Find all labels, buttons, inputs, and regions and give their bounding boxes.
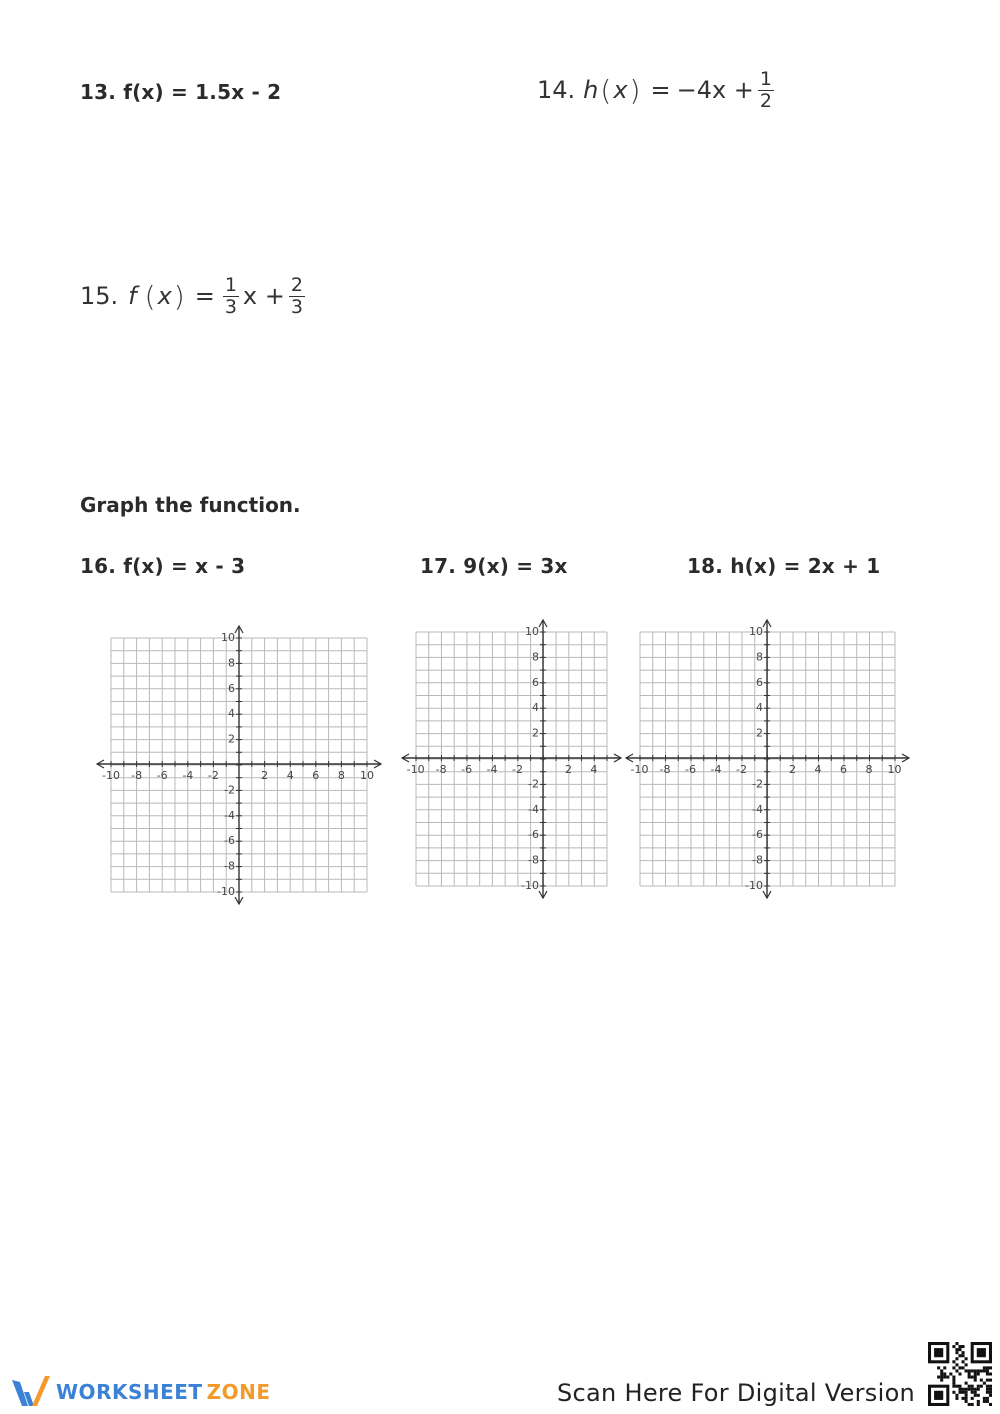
y-tick-label: -2: [752, 777, 763, 791]
problem-15-equals: =: [194, 282, 215, 310]
x-tick-label: -10: [406, 763, 425, 776]
y-tick-label: -2: [528, 777, 539, 791]
scan-instruction: Scan Here For Digital Version: [557, 1379, 916, 1407]
y-tick-label: 10: [221, 631, 235, 644]
logo-word-worksheet: WORKSHEET: [56, 1380, 203, 1404]
coordinate-grid-18: [626, 620, 909, 898]
problem-14-equals: =: [650, 76, 671, 104]
problem-15-function: f: [128, 282, 137, 310]
problem-14-function: h: [583, 76, 599, 104]
x-tick-label: -8: [131, 769, 143, 782]
y-tick-label: -4: [224, 808, 235, 822]
y-tick-label: 10: [749, 625, 763, 638]
coordinate-grid-17: [402, 620, 621, 898]
worksheetzone-logo: [10, 1374, 270, 1410]
problem-14: 14. h ( x ) = −4x + $\frac{1}{2}$: [537, 67, 772, 112]
y-tick-label: -8: [752, 853, 763, 867]
y-tick-label: 2: [532, 726, 539, 740]
problem-14-rhs: −4x +: [676, 76, 754, 104]
y-tick-label: -4: [752, 802, 763, 816]
x-tick-label: -10: [102, 769, 120, 782]
x-tick-label: 2: [789, 763, 796, 776]
x-tick-label: -6: [461, 763, 473, 776]
y-tick-label: -6: [752, 828, 763, 842]
x-tick-label: 4: [590, 763, 598, 776]
y-tick-label: -8: [528, 853, 539, 867]
y-tick-label: 6: [532, 675, 539, 689]
x-tick-label: -4: [710, 763, 722, 776]
x-tick-label: -2: [512, 763, 524, 776]
y-tick-label: -10: [745, 879, 763, 892]
x-tick-label: 8: [865, 763, 873, 776]
y-tick-label: 8: [756, 650, 763, 664]
y-tick-label: 2: [228, 732, 235, 746]
x-tick-label: -6: [156, 769, 168, 782]
problem-15-variable: x: [157, 282, 172, 310]
x-tick-label: 4: [814, 763, 822, 776]
logo-word-zone: ZONE: [206, 1380, 271, 1404]
problem-18: 18. h(x) = 2x + 1: [687, 554, 881, 578]
problem-13: 13. f(x) = 1.5x - 2: [80, 80, 282, 104]
x-tick-label: -4: [486, 763, 498, 776]
x-tick-label: -10: [630, 763, 649, 776]
x-tick-label: 2: [564, 763, 572, 776]
problem-15: 15. f ( x ) = $\frac{1}{3}$ x + $\frac{2}{3}$: [80, 273, 303, 318]
y-tick-label: 2: [756, 726, 763, 740]
problem-15-middle: x +: [242, 282, 285, 310]
x-tick-label: 10: [360, 769, 374, 782]
problem-16: 16. f(x) = x - 3: [80, 554, 246, 578]
problem-15-fraction-2: $\frac{2}{3}$: [290, 273, 303, 318]
y-tick-label: -2: [224, 783, 235, 797]
section-heading: Graph the function.: [80, 493, 301, 517]
y-tick-label: 6: [756, 675, 763, 689]
y-tick-label: -10: [217, 885, 235, 898]
y-tick-label: 4: [532, 701, 539, 715]
y-tick-label: -8: [224, 859, 235, 873]
coordinate-grid-16: [97, 626, 381, 904]
problem-14-fraction: $\frac{1}{2}$: [759, 67, 772, 112]
x-tick-label: -2: [207, 769, 219, 782]
qr-code-icon[interactable]: [928, 1342, 992, 1406]
x-tick-label: -6: [685, 763, 696, 776]
y-tick-label: -4: [528, 802, 539, 816]
problem-15-number: 15.: [80, 282, 119, 310]
problem-17: 17. 9(x) = 3x: [420, 554, 568, 578]
problem-14-number: 14.: [537, 76, 576, 104]
x-tick-label: 6: [312, 769, 320, 782]
logo-mark-icon: [10, 1374, 52, 1410]
x-tick-label: -8: [435, 763, 447, 776]
y-tick-label: 8: [228, 656, 235, 670]
y-tick-label: 4: [756, 701, 763, 715]
y-tick-label: 6: [228, 681, 235, 695]
x-tick-label: 2: [261, 769, 269, 782]
x-tick-label: 4: [286, 769, 294, 782]
x-tick-label: -2: [736, 763, 747, 776]
x-tick-label: 10: [887, 763, 902, 776]
x-tick-label: 6: [840, 763, 847, 776]
problem-15-fraction-1: $\frac{1}{3}$: [224, 273, 237, 318]
y-tick-label: -6: [224, 834, 235, 848]
x-tick-label: 8: [337, 769, 345, 782]
y-tick-label: 8: [532, 650, 539, 664]
x-tick-label: -8: [659, 763, 671, 776]
y-tick-label: 10: [525, 625, 539, 638]
y-tick-label: -10: [521, 879, 539, 892]
y-tick-label: 4: [228, 707, 235, 721]
y-tick-label: -6: [528, 828, 539, 842]
x-tick-label: -4: [182, 769, 194, 782]
problem-14-variable: x: [613, 76, 628, 104]
